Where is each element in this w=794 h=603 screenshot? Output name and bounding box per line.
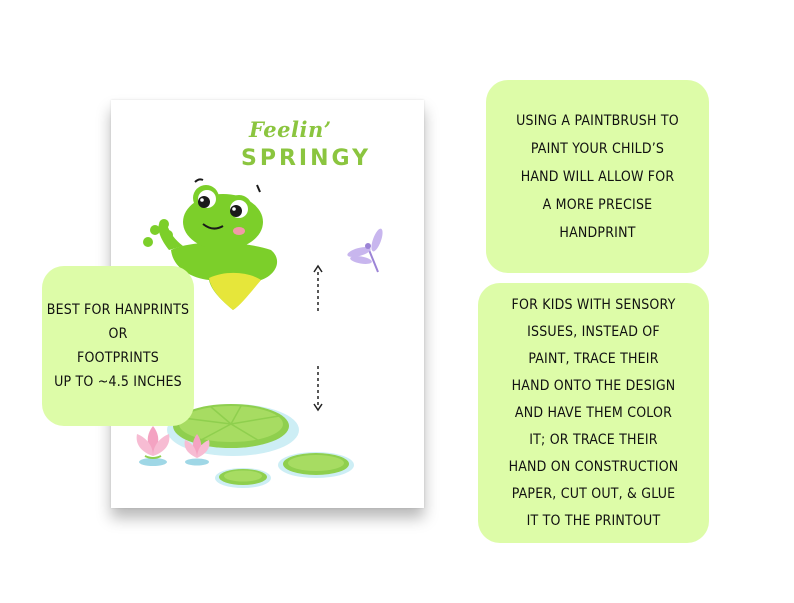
size-note: BEST FOR HANPRINTS OR FOOTPRINTS UP TO ~4.5 INCHES	[42, 266, 194, 426]
paintbrush-tip: USING A PAINTBRUSH TO PAINT YOUR CHILD’S HAND WILL ALLOW FOR A MORE PRECISE HANDPRINT	[486, 80, 709, 273]
lily-pad-icon	[278, 452, 354, 478]
lily-pad-icon	[215, 468, 271, 488]
title-line-2: SPRINGY	[241, 146, 372, 171]
lotus-flower-icon	[137, 426, 170, 466]
arrow-down-icon	[314, 366, 322, 410]
sensory-tip: FOR KIDS WITH SENSORY ISSUES, INSTEAD OF PAINT, TRACE THEIR HAND ONTO THE DESIGN AND HAVE THEM COLOR IT; OR TRACE THEIR HAND ON CONSTRUCTION PAPER, CUT OUT, & GLUE IT TO THE PRINTOUT	[478, 283, 709, 543]
dragonfly-icon	[346, 227, 384, 272]
title-line-1: Feelin’	[249, 117, 332, 142]
arrow-up-icon	[314, 266, 322, 312]
